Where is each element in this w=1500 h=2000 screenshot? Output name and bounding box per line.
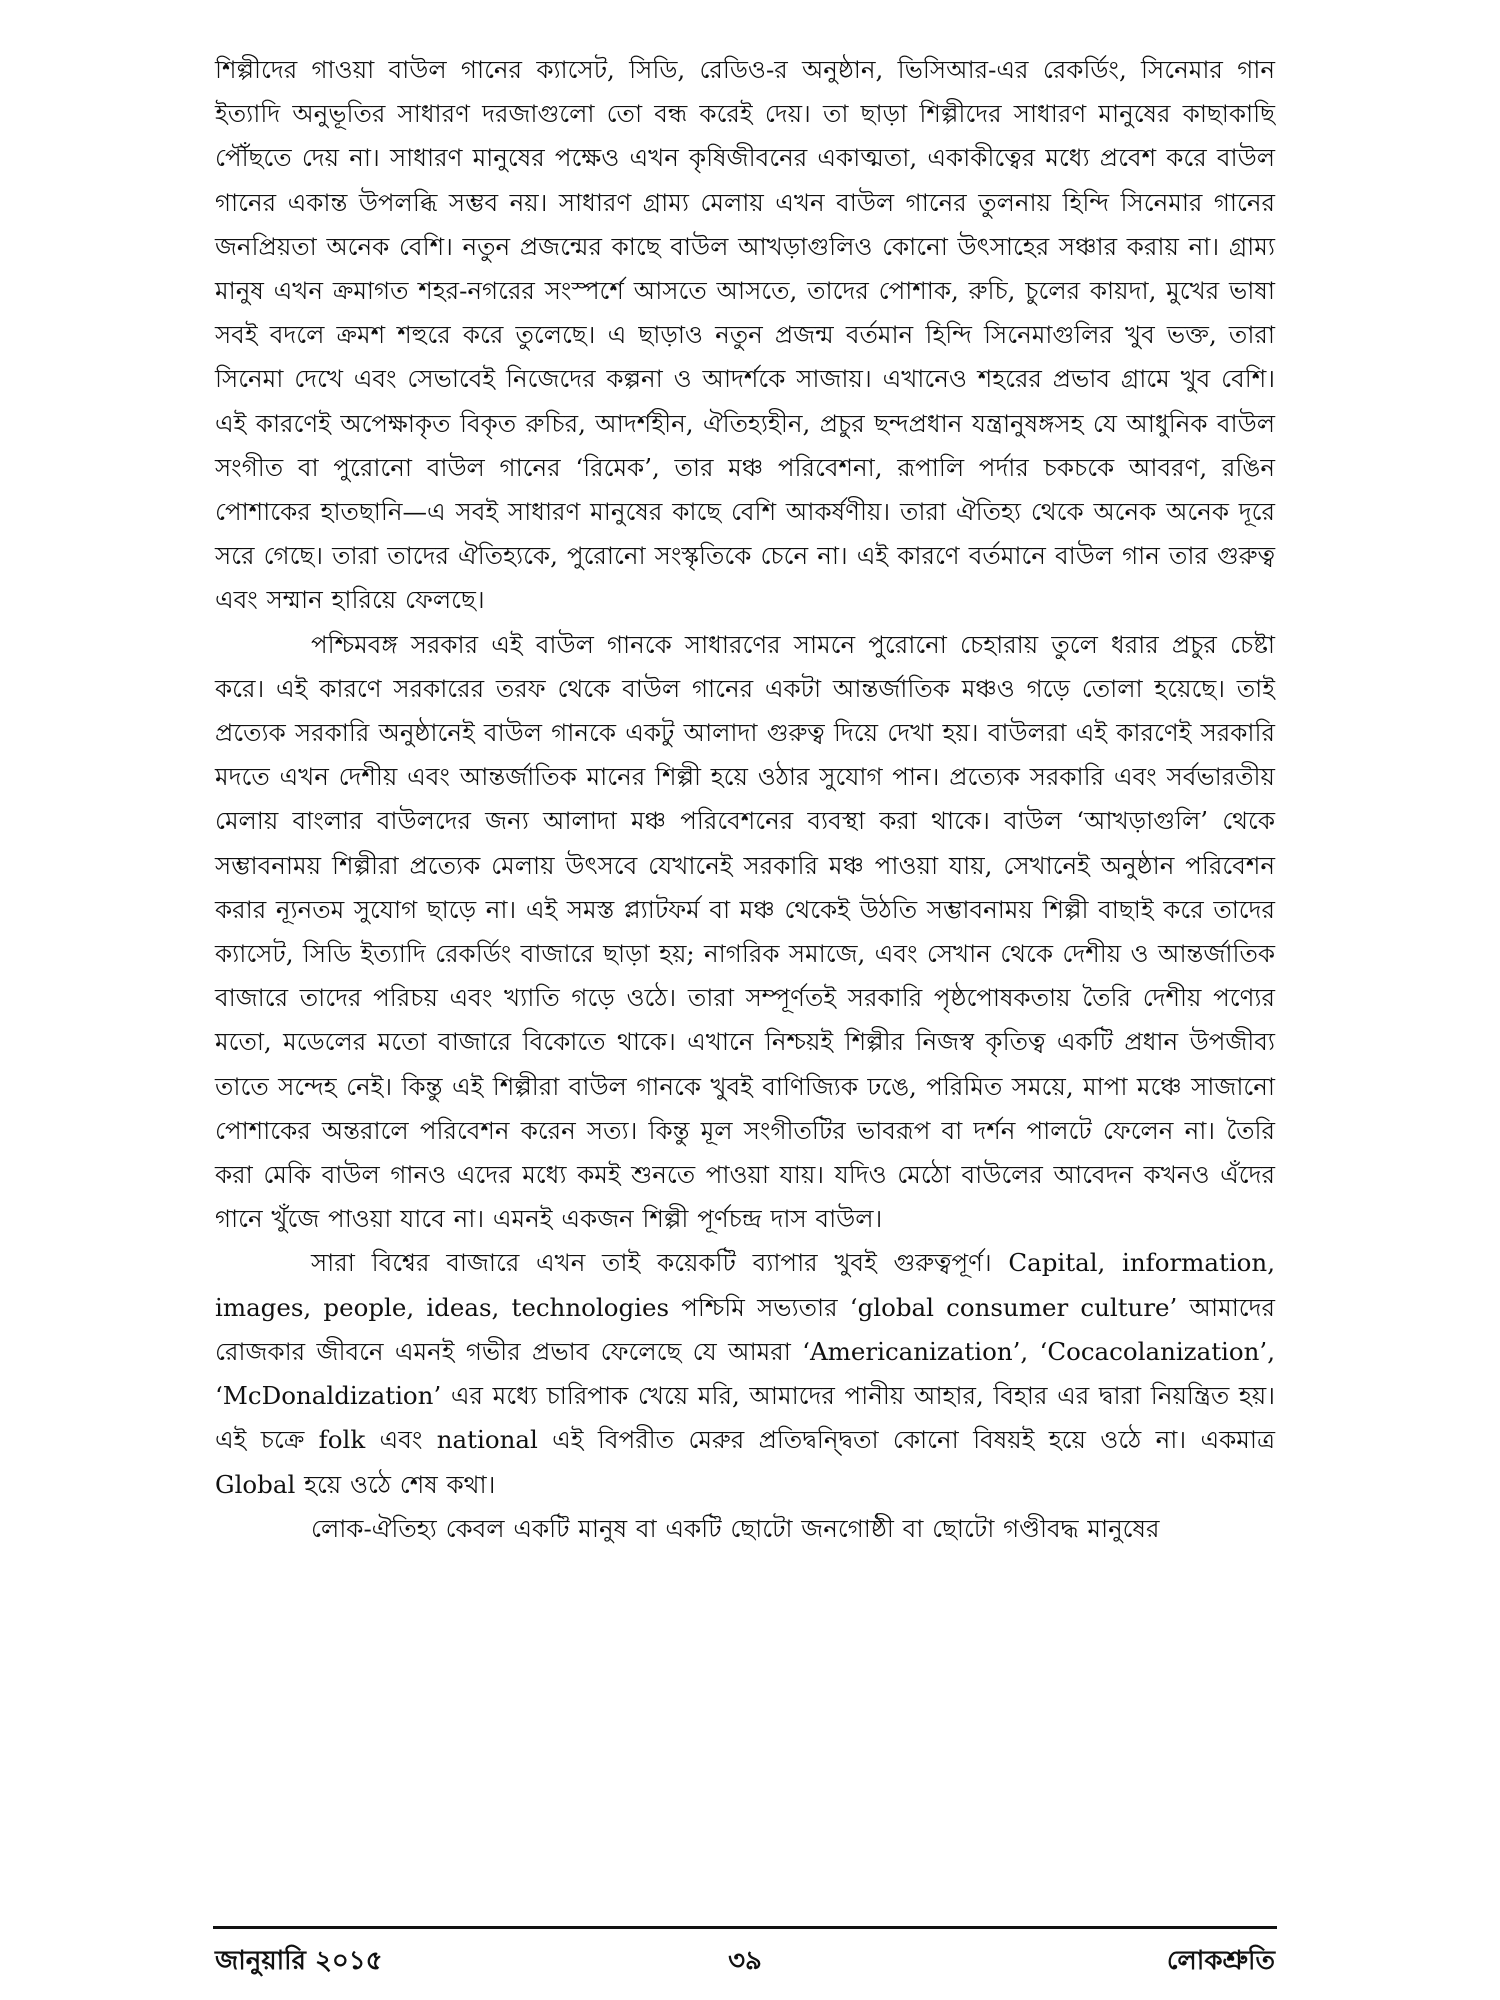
- footer-page-number: ৩৯: [728, 1946, 762, 1976]
- footer-divider: [213, 1926, 1277, 1929]
- page-footer: [215, 1940, 1275, 1980]
- footer-journal-name: লোকশ্রুতি: [1166, 1946, 1275, 1976]
- paragraph-4: লোক-ঐতিহ্য কেবল একটি মানুষ বা একটি ছোটো জনগোষ্ঠী বা ছোটো গণ্ডীবদ্ধ মানুষের: [311, 1513, 1160, 1543]
- page-body: [215, 48, 1275, 1908]
- footer-date: জানুয়ারি ২০১৫: [215, 1946, 383, 1976]
- paragraph-2: পশ্চিমবঙ্গ সরকার এই বাউল গানকে সাধারণের সামনে পুরোনো চেহারায় তুলে ধরার প্রচুর চেষ্টা করে। এই কারণে সরকারের তরফ থেকে বাউল গানের একটা আন্তর্জাতিক মঞ্চও গড়ে তোলা হয়েছে। তাই প্রত্যেক সরকারি অনুষ্ঠানেই বাউল গানকে একটু আলাদা গুরুত্ব দিয়ে দেখা হয়। বাউলরা এই কারণেই সরকারি মদতে এখন দেশীয় এবং আন্তর্জাতিক মানের শিল্পী হয়ে ওঠার সুযোগ পান। প্রত্যেক সরকারি এবং সর্বভারতীয় মেলায় বাংলার বাউলদের জন্য আলাদা মঞ্চ পরিবেশনের ব্যবস্থা করা থাকে। বাউল ‘আখড়াগুলি’ থেকে সম্ভাবনাময় শিল্পীরা প্রত্যেক মেলায় উৎসবে যেখানেই সরকারি মঞ্চ পাওয়া যায়, সেখানেই অনুষ্ঠান পরিবেশন করার ন্যূনতম সুযোগ ছাড়ে না। এই সমস্ত প্ল্যাটফর্ম বা মঞ্চ থেকেই উঠতি সম্ভাবনাময় শিল্পী বাছাই করে তাদের ক্যাসেট, সিডি ইত্যাদি রেকর্ডিং বাজারে ছাড়া হয়; নাগরিক সমাজে, এবং সেখান থেকে দেশীয় ও আন্তর্জাতিক বাজারে তাদের পরিচয় এবং খ্যাতি গড়ে ওঠে। তারা সম্পূর্ণতই সরকারি পৃষ্ঠপোষকতায় তৈরি দেশীয় পণ্যের মতো, মডেলের মতো বাজারে বিকোতে থাকে। এখানে নিশ্চয়ই শিল্পীর নিজস্ব কৃতিত্ব একটি প্রধান উপজীব্য তাতে সন্দেহ নেই। কিন্তু এই শিল্পীরা বাউল গানকে খুবই বাণিজ্যিক ঢঙে, পরিমিত সময়ে, মাপা মঞ্চে সাজানো পোশাকের অন্তরালে পরিবেশন করেন সত্য। কিন্তু মূল সংগীতটির ভাবরূপ বা দর্শন পালটে ফেলেন না। তৈরি করা মেকি বাউল গানও এদের মধ্যে কমই শুনতে পাওয়া যায়। যদিও মেঠো বাউলের আবেদন কখনও এঁদের গানে খুঁজে পাওয়া যাবে না। এমনই একজন শিল্পী পূর্ণচন্দ্র দাস বাউল।: [215, 629, 1275, 1234]
- paragraph-3: সারা বিশ্বের বাজারে এখন তাই কয়েকটি ব্যাপার খুবই গুরুত্বপূর্ণ। Capital, information, images, people, ideas, technologies পশ্চিমি সভ্যতার ‘global consumer culture’ আমাদের রোজকার জীবনে এমনই গভীর প্রভাব ফেলেছে যে আমরা ‘Americanization’, ‘Cocacolanization’, ‘McDonaldization’ এর মধ্যে চারিপাক খেয়ে মরি, আমাদের পানীয় আহার, বিহার এর দ্বারা নিয়ন্ত্রিত হয়। এই চক্রে folk এবং national এই বিপরীত মেরুর প্রতিদ্বন্দ্বিতা কোনো বিষয়ই হয়ে ওঠে না। একমাত্র Global হয়ে ওঠে শেষ কথা।: [215, 1248, 1275, 1499]
- paragraph-1: শিল্পীদের গাওয়া বাউল গানের ক্যাসেট, সিডি, রেডিও-র অনুষ্ঠান, ভিসিআর-এর রেকর্ডিং, সিনেমার গান ইত্যাদি অনুভূতির সাধারণ দরজাগুলো তো বন্ধ করেই দেয়। তা ছাড়া শিল্পীদের সাধারণ মানুষের কাছাকাছি পৌঁছতে দেয় না। সাধারণ মানুষের পক্ষেও এখন কৃষিজীবনের একাত্মতা, একাকীত্বের মধ্যে প্রবেশ করে বাউল গানের একান্ত উপলব্ধি সম্ভব নয়। সাধারণ গ্রাম্য মেলায় এখন বাউল গানের তুলনায় হিন্দি সিনেমার গানের জনপ্রিয়তা অনেক বেশি। নতুন প্রজন্মের কাছে বাউল আখড়াগুলিও কোনো উৎসাহের সঞ্চার করায় না। গ্রাম্য মানুষ এখন ক্রমাগত শহর-নগরের সংস্পর্শে আসতে আসতে, তাদের পোশাক, রুচি, চুলের কায়দা, মুখের ভাষা সবই বদলে ক্রমশ শহুরে করে তুলেছে। এ ছাড়াও নতুন প্রজন্ম বর্তমান হিন্দি সিনেমাগুলির খুব ভক্ত, তারা সিনেমা দেখে এবং সেভাবেই নিজেদের কল্পনা ও আদর্শকে সাজায়। এখানেও শহরের প্রভাব গ্রামে খুব বেশি। এই কারণেই অপেক্ষাকৃত বিকৃত রুচির, আদর্শহীন, ঐতিহ্যহীন, প্রচুর ছন্দপ্রধান যন্ত্রানুষঙ্গসহ যে আধুনিক বাউল সংগীত বা পুরোনো বাউল গানের ‘রিমেক’, তার মঞ্চ পরিবেশনা, রূপালি পর্দার চকচকে আবরণ, রঙিন পোশাকের হাতছানি—এ সবই সাধারণ মানুষের কাছে বেশি আকর্ষণীয়। তারা ঐতিহ্য থেকে অনেক অনেক দূরে সরে গেছে। তারা তাদের ঐতিহ্যকে, পুরোনো সংস্কৃতিকে চেনে না। এই কারণে বর্তমানে বাউল গান তার গুরুত্ব এবং সম্মান হারিয়ে ফেলছে।: [215, 55, 1275, 615]
